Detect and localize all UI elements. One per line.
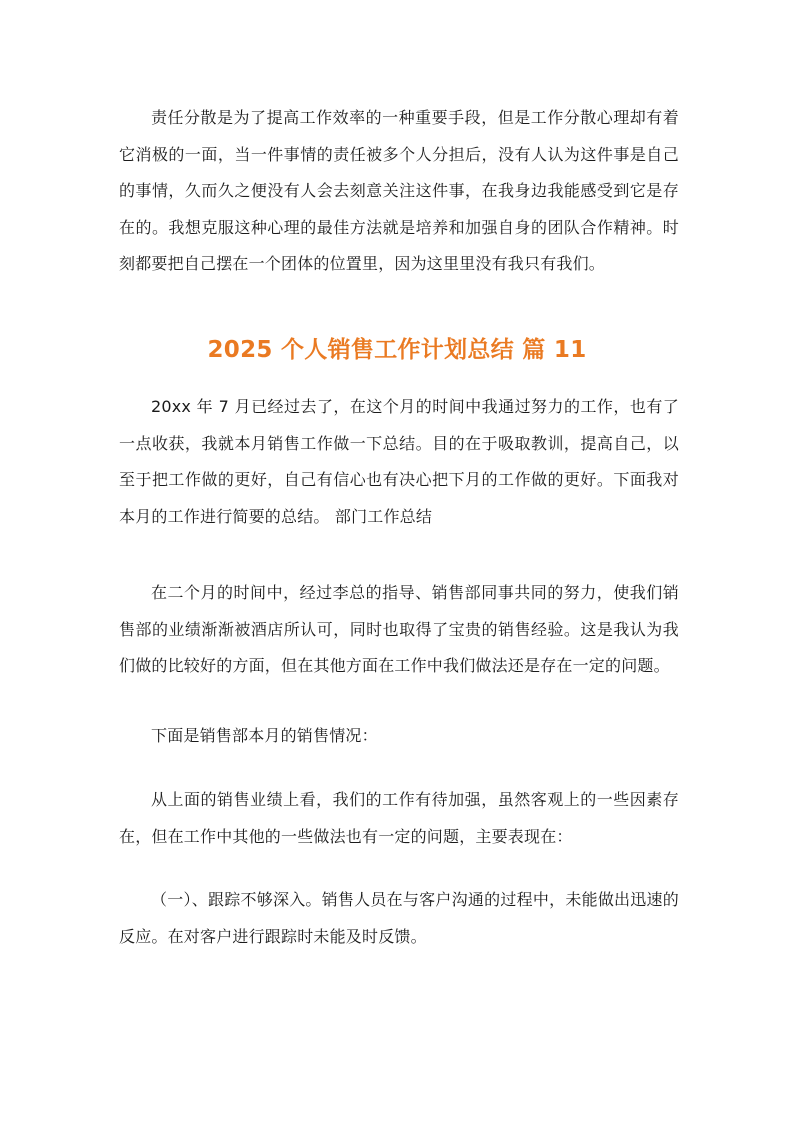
paragraph-responsibility: 责任分散是为了提高工作效率的一种重要手段，但是工作分散心理却有着它消极的一面，当一件事情的责任被多个人分担后，没有人认为这件事是自己的事情，久而久之便没有人会去刻意关注这件事，在我身边我能感受到它是存在的。我想克服这种心理的最佳方法就是培养和加强自身的团队合作精神。时刻都要把自己摆在一个团体的位置里，因为这里里没有我只有我们。 (119, 108, 679, 273)
paragraph-sales-intro: 下面是销售部本月的销售情况： (151, 726, 378, 745)
paragraph-performance-issues: 从上面的销售业绩上看，我们的工作有待加强，虽然客观上的一些因素存在，但在工作中其他的一些做法也有一定的问题，主要表现在： (119, 790, 679, 846)
paragraph-monthly-summary: 20xx 年 7 月已经过去了，在这个月的时间中我通过努力的工作，也有了一点收获，我就本月销售工作做一下总结。目的在于吸取教训，提高自己，以至于把工作做的更好，自己有信心也有决心把下月的工作做的更好。下面我对本月的工作进行简要的总结。 部门工作总结 (119, 397, 679, 526)
section-heading: 2025 个人销售工作计划总结 篇 11 (207, 337, 587, 363)
paragraph-issue-one: （一）、跟踪不够深入。销售人员在与客户沟通的过程中，未能做出迅速的反应。在对客户进行跟踪时未能及时反馈。 (119, 890, 679, 946)
paragraph-department-results: 在二个月的时间中，经过李总的指导、销售部同事共同的努力，使我们销售部的业绩渐渐被酒店所认可，同时也取得了宝贵的销售经验。这是我认为我们做的比较好的方面，但在其他方面在工作中我们做法还是存在一定的问题。 (119, 583, 679, 675)
